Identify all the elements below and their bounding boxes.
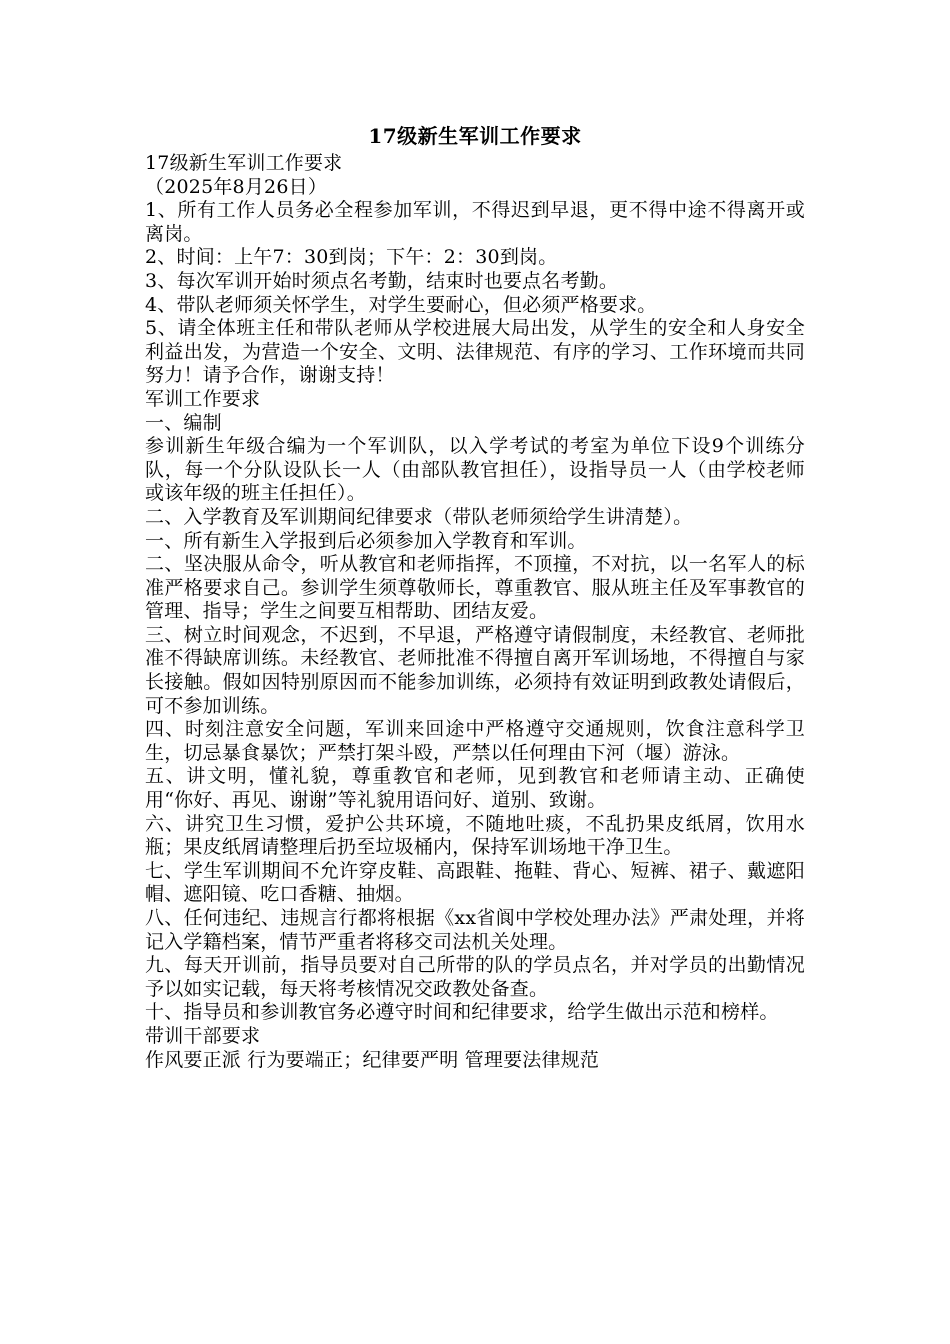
paragraph-item-4: 4、带队老师须关怀学生，对学生要耐心，但必须严格要求。 — [145, 293, 657, 316]
paragraph-organization: 参训新生年级合编为一个军训队，以入学考试的考室为单位下设9个训练分队，每一个分队设队长一人（由部队教官担任），设指导员一人（由学校老师或该年级的班主任担任）。 — [145, 435, 805, 505]
document-title: 17级新生军训工作要求 — [368, 124, 582, 148]
paragraph-cadre: 作风要正派 行为要端正；纪律要严明 管理要法律规范 — [145, 1048, 600, 1071]
rule-4: 四、时刻注意安全问题，军训来回途中严格遵守交通规则，饮食注意科学卫生，切忌暴食暴饮；严禁打架斗殴，严禁以任何理由下河（堰）游泳。 — [145, 718, 805, 764]
rule-6: 六、讲究卫生习惯，爱护公共环境，不随地吐痰，不乱扔果皮纸屑，饮用水瓶；果皮纸屑请整理后扔至垃圾桶内，保持军训场地干净卫生。 — [145, 812, 805, 859]
rule-10: 十、指导员和参训教官务必遵守时间和纪律要求，给学生做出示范和榜样。 — [145, 1001, 779, 1024]
rule-7: 七、学生军训期间不允许穿皮鞋、高跟鞋、拖鞋、背心、短裤、裙子、戴遮阳帽、遮阳镜、吃口香糖、抽烟。 — [145, 859, 805, 906]
section-heading-cadre: 带训干部要求 — [145, 1024, 261, 1047]
rule-3: 三、树立时间观念，不迟到，不早退，严格遵守请假制度，未经教官、老师批准不得缺席训练。未经教官、老师批准不得擅自离开军训场地，不得擅自与家长接触。假如因特别原因而不能参加训练，必须持有效证明到政教处请假后，可不参加训练。 — [145, 623, 805, 717]
rule-8: 八、任何违纪、违规言行都将根据《xx省阆中学校处理办法》严肃处理，并将记入学籍档案，情节严重者将移交司法机关处理。 — [145, 907, 805, 953]
paragraph-item-5: 5、请全体班主任和带队老师从学校进展大局出发，从学生的安全和人身安全利益出发，为营造一个安全、文明、法律规范、有序的学习、工作环境而共同努力！请予合作，谢谢支持！ — [145, 317, 805, 387]
document-page — [145, 122, 805, 1072]
rule-9: 九、每天开训前，指导员要对自己所带的队的学员点名，并对学员的出勤情况予以如实记载，每天将考核情况交政教处备查。 — [145, 954, 805, 1000]
rule-1: 一、所有新生入学报到后必须参加入学教育和军训。 — [145, 529, 587, 552]
paragraph-item-1: 1、所有工作人员务必全程参加军训，不得迟到早退，更不得中途不得离开或离岗。 — [145, 199, 805, 245]
rule-2: 二、坚决服从命令，听从教官和老师指挥，不顶撞，不对抗，以一名军人的标准严格要求自己。参训学生须尊敬师长，尊重教官、服从班主任及军事教官的管理、指导；学生之间要互相帮助、团结友爱。 — [145, 553, 805, 623]
rule-5: 五、讲文明，懂礼貌，尊重教官和老师，见到教官和老师请主动、正确使用“你好、再见、谢谢”等礼貌用语问好、道别、致谢。 — [145, 765, 805, 812]
paragraph-item-3: 3、每次军训开始时须点名考勤，结束时也要点名考勤。 — [145, 269, 619, 292]
paragraph-item-2: 2、时间：上午7：30到岗；下午：2：30到岗。 — [145, 246, 558, 269]
paragraph-date: （2025年8月26日） — [145, 175, 328, 198]
section-heading-training: 军训工作要求 — [145, 387, 261, 410]
section-heading-discipline: 二、入学教育及军训期间纪律要求（带队老师须给学生讲清楚）。 — [145, 505, 693, 528]
section-heading-organization: 一、编制 — [145, 411, 222, 434]
paragraph-subtitle: 17级新生军训工作要求 — [145, 152, 343, 174]
